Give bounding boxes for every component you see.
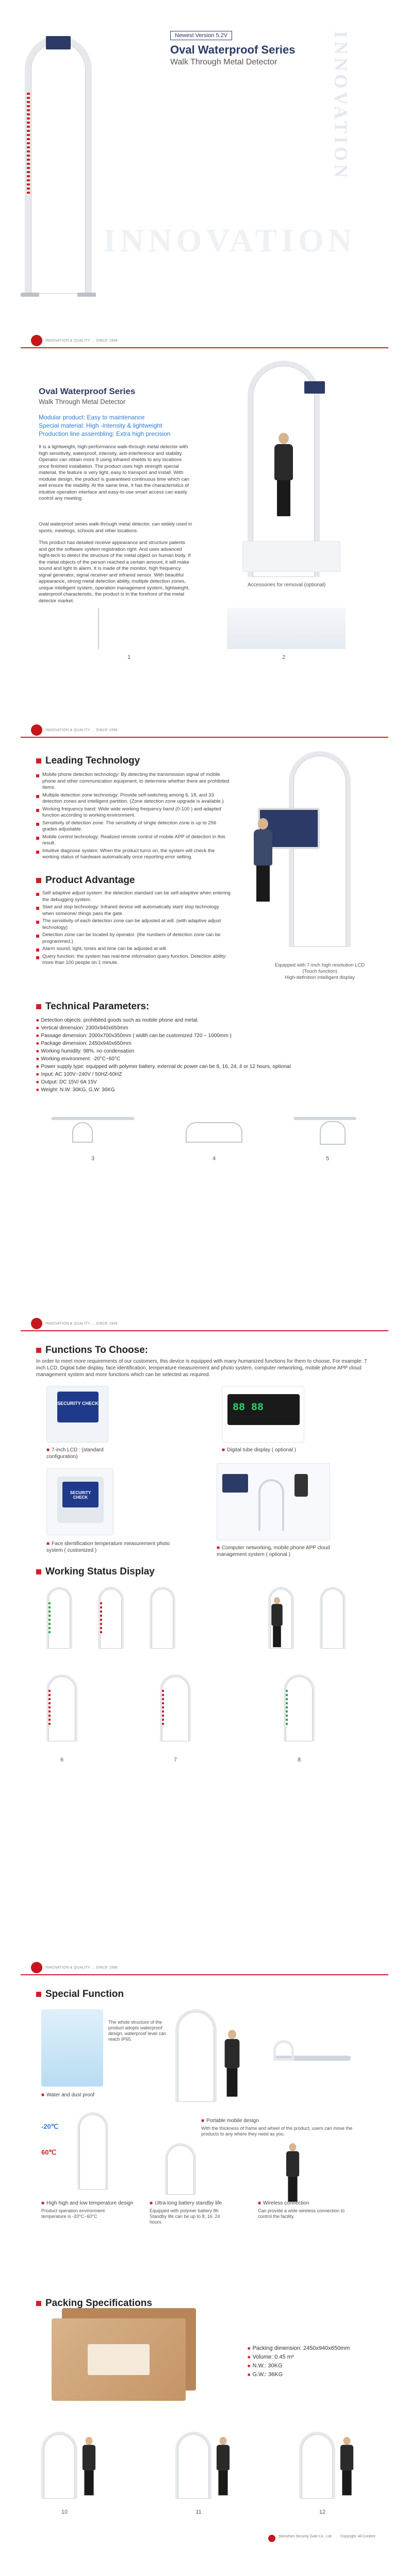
tech-item: Intuitive diagnose system: When the product turns on, the system will check the working status of hardware automatically once reporting error setting. [36,848,232,861]
intro-subtitle: Walk Through Metal Detector [39,398,126,405]
func-img-digital: 88 88 [222,1386,304,1443]
func-img-face [46,1468,113,1535]
advantage-heading: Product Advantage [36,875,135,886]
tech-item: Mobile phone detection technology: By detecting the transmission signal of mobile phone and other communication equipment, to determine whether there are prohibited items. [36,772,232,791]
special-caption: ■ Water and dust proof [41,2092,94,2098]
leading-tech-heading: Leading Technology [36,755,140,767]
brand-tagline: INNOVATION & QUALITY ... SINCE 1998 [45,339,118,343]
temp-image [41,2112,134,2195]
status-heading: Working Status Display [36,1566,155,1578]
packing-box [52,2318,186,2401]
packing-specs [248,2344,350,2379]
portable-image [170,2009,377,2112]
screen-caption: Equipped with 7-inch high resolution LCD (Touch function) High-definition intelligent display [274,962,365,980]
packing-caption-11: 11 [195,2509,202,2515]
status-caption-7: 7 [173,1757,177,1763]
advantage-item: The sensitivity of each detection zone can be adjusted at will. (with adaptive adjust technology) [36,918,232,931]
hero-subtitle: Walk Through Metal Detector [170,58,277,66]
param-item: ■ Working environment: -20°C~60°C [36,1055,377,1063]
water-desc: The whole structure of the product adopts waterproof design, waterproof level can reach IP65. [108,2020,167,2042]
advantage-item: Start and stop technology: Infrared device will automatically start/ stop technology when someone/ things pass the gate. [36,904,232,917]
version-badge: Newest Version 5.2V [170,31,232,40]
functions-heading: Functions To Choose: [36,1345,148,1356]
packing-section [0,2257,409,2576]
battery-desc: Equipped with polymer battery 8h Standby life can be up to 8, 16, 24 hours. [150,2208,220,2225]
packing-spec: ■ N.W.: 30KG [248,2362,350,2370]
hero-gate-foot-left [21,293,39,297]
param-heading: Technical Parameters: [36,1001,149,1012]
special-caption: ■ Wireless connection [258,2200,309,2207]
accessory-caption: Accessories for removal (optional) [248,582,326,588]
func-caption: ■ Computer networking, mobile phone APP cloud management system ( optional ) [217,1545,351,1558]
brand-tagline: INNOVATION & QUALITY ... SINCE 1998 [45,728,118,732]
hero-vertical-word: INNOVATION [331,31,351,181]
status-row-1 [41,1587,371,1654]
packing-heading: Packing Specifications [36,2298,152,2309]
battery-image [150,2143,211,2195]
packing-spec: ■ G.W.: 36KG [248,2370,350,2379]
param-item: ■ Working humidity: 98%, no condensation [36,1047,377,1055]
tech-caption-3: 3 [91,1156,95,1162]
packing-diagrams [31,2432,371,2504]
intro-title: Oval Waterproof Series [39,386,136,396]
hero-gate-foot-right [77,293,96,297]
special-caption: ■ Ultra-long battery standby life [150,2200,222,2207]
temp-high: 60℃ [41,2148,57,2156]
intro-caption-2: 2 [282,654,286,660]
hero-title: Oval Waterproof Series [170,43,296,56]
intro-para3: This product has detailed receive appearance and structure patents and got the software system registration right. And uses advanced hight-tech to detect the structure of the metal object on human body. If the metal objects of the person reached a certain amount, it will make sound and light to alarm. It is made of the monitor, high frequency signal generator, signal receiver and infrared sensor. With beautiful appearance, strong metal detection ability, multiple detection zones, unique intelligent system, operation management system, lightweight, waterproof characteristic, the product is in the forefront of the metal detector market. [39,540,191,604]
functions-section [0,1314,409,1942]
tech-item: Sensitivity of detection zone: The sensitivity of single detection zone is up to 256 grades adjustable. [36,820,232,833]
func-caption: ■ Digital tube display ( optional ) [222,1447,325,1453]
temp-desc: Product operation environment temperature is -20°C~60°C [41,2208,105,2219]
hero-section [0,0,409,319]
param-item: ■ Output: DC 15V/ 6A 15V [36,1078,377,1086]
func-caption: ■ 7-inch LCD : (standard configuration) [46,1447,134,1460]
param-item: ■ Passage dimension: 2000x700x350mm ( width can be customized 720 ~ 1000mm ) [36,1032,377,1040]
packing-spec: ■ Packing dimension: 2450x940x650mm [248,2344,350,2353]
brand-tagline: INNOVATION & QUALITY ... SINCE 1998 [45,1966,118,1970]
status-caption-8: 8 [297,1757,301,1763]
tech-item: Mobile control technology: Realized remote control of mobile APP of detection in this result. [36,834,232,847]
advantage-item: Self adaptive adjust system: the detection standard can be self-adaptive when entering the debugging system. [36,890,232,903]
divider-bar [21,1330,388,1331]
tech-item: Working frequency band: Wide wide working frequency band (0-100 ) and adapted function according to working environment. [36,806,232,819]
intro-para1: It is a lightweight, high-performance walk-through metal detector with high sensitivity, waterproof, intensity, anti-interference and stability. Operator can obtain more 9 using infrared shields to any locations once finished installation. The product uses high strength special material, the feature is very light, easy to transport and install. With modular design, the product is guaranteed continuous time which can well ensure the stability. At the same time, it has the characteristics of intuitive operation interface and easy-to-use smart access can easily control any meeting. [39,444,190,501]
wireless-image [258,2143,335,2195]
temp-low: -20℃ [41,2123,59,2130]
tech-caption-5: 5 [325,1156,330,1162]
param-item: ■ Input: AC 100V~240V / 50HZ-60HZ [36,1071,377,1078]
intro-diagram-1 [98,608,175,649]
hero-gate-lights [27,93,30,196]
functions-intro: In order to meet more requirements of our customers, this device is equipped with many humanized functions for them to choose. For example: 7 inch LCD, Digital tube display, face identification, temperature measurement and photo system, computer networking, mobile phone APP cloud management system and more functions which can be selected as required. [36,1359,367,1378]
tech-item: Multiple detection zone technology: Provide self-switching among 6, 18, and 33 detection zones and intelligent partition. (Zone detection zone upgrade is available.) [36,792,232,805]
tech-diagram-5 [289,1112,366,1148]
divider-bar [21,1974,388,1975]
security-check-label: SECURITY CHECK [70,1490,91,1500]
status-caption-6: 6 [60,1757,64,1763]
brand-logo [31,1318,42,1329]
footer-rights: Copyright. All Content [340,2535,375,2538]
brand-tagline: INNOVATION & QUALITY ... SINCE 1998 [45,1322,118,1326]
hero-gate-panel [46,36,71,49]
advantage-item: Alarm sound, light, tones and time can be adjusted at will. [36,946,232,953]
param-item: ■ Detection objects: prohibited goods such as mobile phone and metal. [36,1016,377,1024]
intro-section [0,330,409,711]
func-img-lcd [46,1386,108,1443]
tech-list [36,772,232,862]
status-row-2 [41,1674,371,1752]
packing-caption-12: 12 [319,2509,326,2515]
param-item: ■ Package dimension: 2450x940x650mm [36,1040,377,1047]
tech-diagram-3 [52,1112,139,1148]
tech-caption-4: 4 [212,1156,216,1162]
intro-person [268,433,299,520]
intro-feature: Special material: High -intensity & lightweight [39,422,162,429]
intro-diagram-2 [227,608,346,649]
advantage-item: Query function: the system has real-time information query function. Detection ability: more than 100 people on 1 minute. [36,954,232,967]
advantage-item: Detection zone can be located by operator. (the numbers of detection zone can be programmed.) [36,932,232,945]
hero-watermark: INNOVATION [103,222,356,259]
special-caption: ■ Portable mobile design [201,2117,259,2124]
hero-gate [25,36,92,294]
param-item: ■ Vertical dimension: 2300x940x650mm [36,1024,377,1032]
param-item: ■ Weight: N.W: 30KG, G.W: 36KG [36,1086,377,1094]
brand-logo [31,1962,42,1973]
footer-company: Shenzhen Security Gate Co., Ltd. [279,2535,333,2538]
tech-section [0,720,409,1287]
intro-features [39,413,170,438]
intro-feature: Production line assembling: Extra high precision [39,430,171,437]
divider-bar [21,347,388,348]
special-caption: ■ High high and low temperature design [41,2200,133,2207]
param-list [36,1016,377,1094]
intro-para2: Oval waterproof series walk-through metal detector, can widely used in sports, meetings, schools and other locations. [39,521,192,534]
advantage-list [36,890,232,968]
wireless-desc: Can provide a wide wireless connection to control the facility. [258,2208,345,2219]
brand-logo [31,335,42,346]
intro-caption-1: 1 [127,654,131,660]
accessory-box [242,541,340,572]
func-img-network [217,1463,330,1540]
security-check-label: SECURITY CHECK [57,1401,99,1406]
tech-person [248,818,279,906]
param-item: ■ Power supply type: equipped with polymer battery, external dc power can be 8, 16, 24, 4 or 12 hours, optional [36,1063,377,1071]
intro-gate-panel [304,381,325,394]
portable-desc: With the thickness of frame and wheel of the product, users can move the products to any where they need as you. [201,2126,353,2137]
packing-caption-10: 10 [61,2509,68,2515]
footer-logo [268,2535,275,2542]
divider-bar [21,737,388,738]
tech-gate [289,751,351,947]
packing-spec: ■ Volume: 0.45 m³ [248,2353,350,2362]
func-caption: ■ Face identification temperature measurement photo system ( customized ) [46,1540,181,1554]
water-image [41,2009,103,2087]
special-heading: Special Function [36,1989,124,2000]
brand-logo [31,724,42,736]
tech-diagram-4 [175,1112,253,1148]
intro-feature: Modular product: Easy to maintenance [39,414,145,421]
